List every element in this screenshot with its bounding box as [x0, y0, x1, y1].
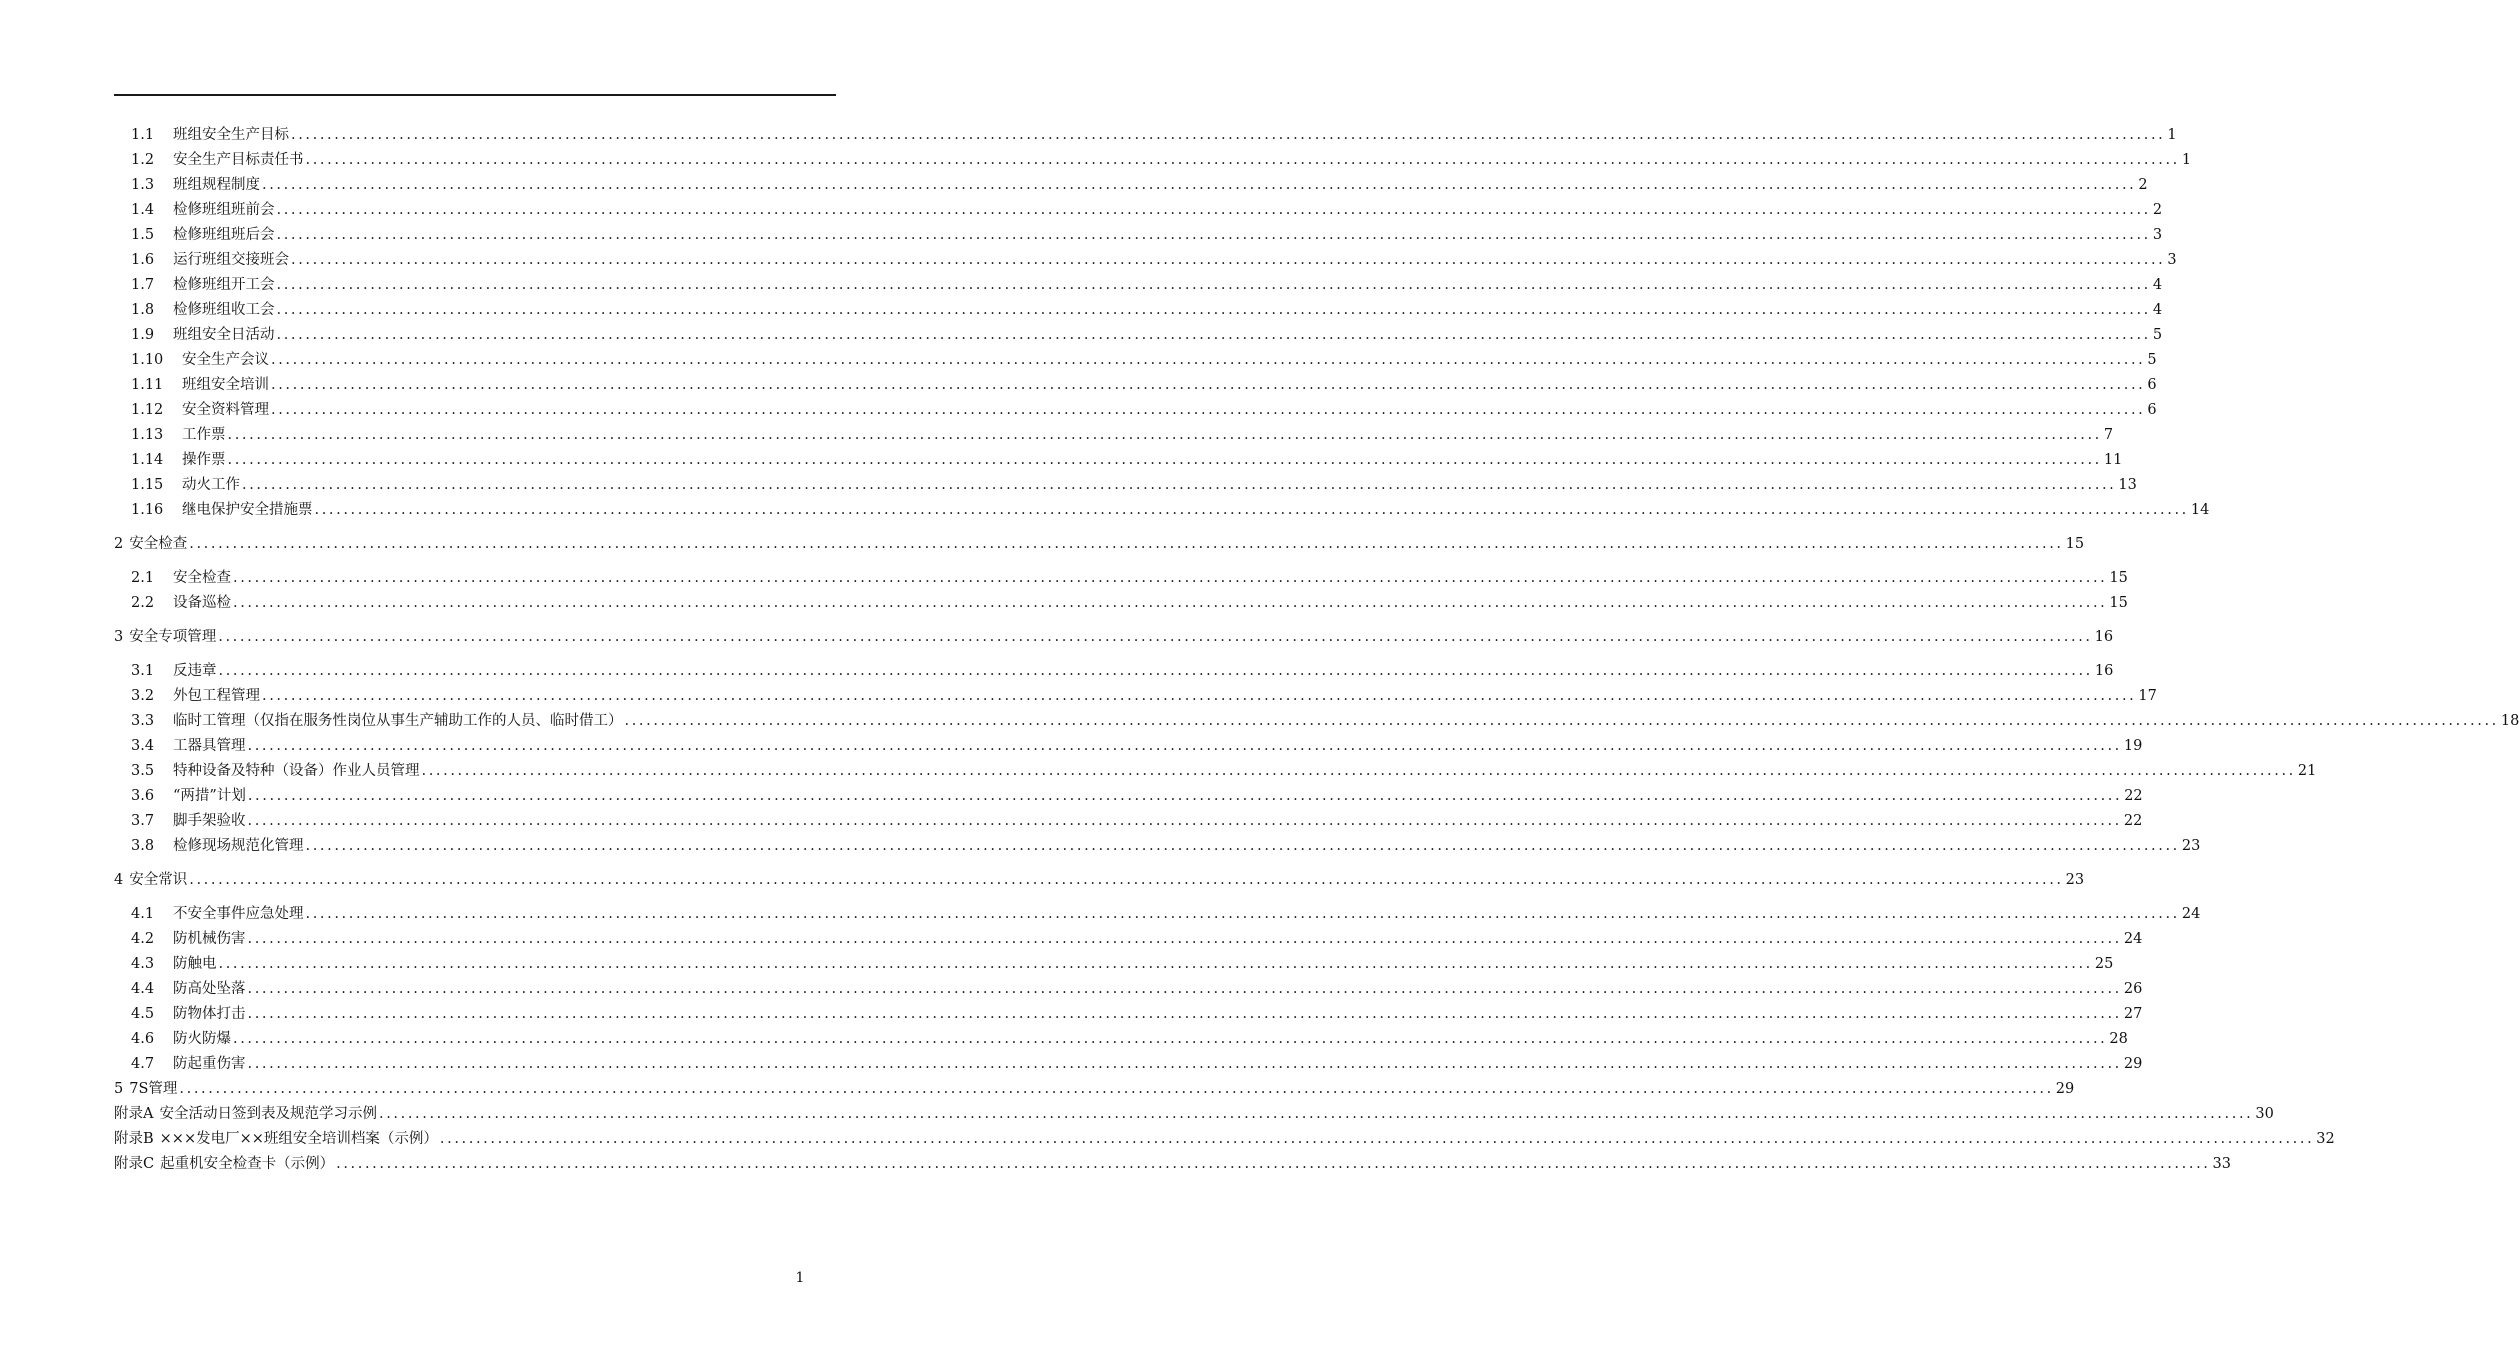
toc-entry-title: 防物体打击 [173, 1006, 246, 1022]
toc-entry-page: 6 [2147, 402, 2157, 418]
toc-entry-number: 1.11 [131, 377, 164, 393]
toc-dot-leader: .................................................................................................................................................................................................................................................................... [247, 981, 2122, 997]
toc-entry-title: ×××发电厂××班组安全培训档案（示例） [159, 1131, 438, 1147]
toc-entry-number: 3.3 [131, 713, 155, 729]
toc-dot-leader: .................................................................................................................................................................................................................................................................... [276, 277, 2151, 293]
toc-dot-leader: .................................................................................................................................................................................................................................................................... [247, 788, 2123, 804]
toc-entry-page: 5 [2147, 352, 2157, 368]
toc-entry-title: 检修班组班后会 [173, 227, 275, 243]
toc-entry[interactable] [131, 299, 2163, 321]
toc-entry-number: 4.2 [131, 931, 155, 947]
toc-entry-number: 1.4 [131, 202, 155, 218]
toc-dot-leader: .................................................................................................................................................................................................................................................................... [233, 1031, 2108, 1047]
toc-entry-page: 16 [2094, 629, 2114, 645]
toc-entry-number: 4 [114, 872, 124, 888]
toc-entry-title: 防机械伤害 [173, 931, 246, 947]
toc-entry-number: 3.4 [131, 738, 155, 754]
toc-entry-title: “两措”计划 [173, 788, 246, 804]
toc-entry-title: 防触电 [173, 956, 217, 972]
toc-dot-leader: .................................................................................................................................................................................................................................................................... [314, 502, 2189, 518]
toc-entry-number: 4.7 [131, 1056, 155, 1072]
toc-entry-number: 2.1 [131, 570, 155, 586]
toc-dot-leader: .................................................................................................................................................................................................................................................................... [233, 595, 2108, 611]
toc-entry[interactable] [131, 224, 2163, 246]
toc-entry-title: 继电保护安全措施票 [182, 502, 313, 518]
toc-entry-title: 班组安全日活动 [173, 327, 275, 343]
toc-dot-leader: .................................................................................................................................................................................................................................................................... [291, 127, 2166, 143]
toc-dot-leader: .................................................................................................................................................................................................................................................................... [218, 629, 2093, 645]
toc-entry[interactable] [131, 978, 2143, 1000]
toc-entry[interactable] [131, 928, 2143, 950]
toc-dot-leader: .................................................................................................................................................................................................................................................................... [262, 177, 2137, 193]
toc-entry[interactable] [131, 660, 2114, 682]
toc-entry-page: 22 [2123, 813, 2143, 829]
toc-dot-leader: .................................................................................................................................................................................................................................................................... [247, 931, 2122, 947]
toc-dot-leader: .................................................................................................................................................................................................................................................................... [242, 477, 2117, 493]
toc-entry-page: 3 [2152, 227, 2163, 243]
toc-entry-page: 33 [2212, 1156, 2231, 1172]
toc-entry-title: 安全生产会议 [182, 352, 269, 368]
toc-entry-page: 23 [2181, 838, 2201, 854]
toc-entry-page: 18 [2500, 713, 2519, 729]
toc-entry-page: 17 [2138, 688, 2157, 704]
toc-dot-leader: .................................................................................................................................................................................................................................................................... [227, 427, 2102, 443]
toc-entry[interactable] [131, 174, 2148, 196]
toc-entry-page: 32 [2316, 1131, 2335, 1147]
toc-entry-title: 反违章 [173, 663, 217, 679]
toc-entry-title: 外包工程管理 [173, 688, 260, 704]
toc-dot-leader: .................................................................................................................................................................................................................................................................... [305, 838, 2180, 854]
toc-entry-title: 安全检查 [129, 536, 188, 552]
toc-entry-title: 工器具管理 [173, 738, 246, 754]
toc-dot-leader: .................................................................................................................................................................................................................................................................... [247, 1056, 2122, 1072]
toc-entry[interactable] [131, 835, 2201, 857]
toc-entry-number: 3.5 [131, 763, 155, 779]
toc-entry[interactable] [131, 1028, 2128, 1050]
toc-entry[interactable] [131, 349, 2157, 371]
toc-entry-number: 1.13 [131, 427, 164, 443]
toc-entry-number: 3 [114, 629, 124, 645]
toc-entry[interactable] [114, 626, 2114, 648]
toc-entry-page: 24 [2123, 931, 2143, 947]
header-rule [114, 94, 836, 96]
toc-entry-title: 防起重伤害 [173, 1056, 246, 1072]
toc-entry-title: 安全活动日签到表及规范学习示例 [159, 1106, 377, 1122]
toc-entry-title: 检修现场规范化管理 [173, 838, 304, 854]
toc-entry[interactable] [114, 1153, 2231, 1175]
toc-entry-page: 5 [2152, 327, 2163, 343]
toc-entry-number: 1.3 [131, 177, 155, 193]
toc-dot-leader: .................................................................................................................................................................................................................................................................... [336, 1156, 2211, 1172]
toc-entry-page: 15 [2109, 595, 2128, 611]
toc-entry-page: 15 [2109, 570, 2128, 586]
toc-entry[interactable] [131, 685, 2157, 707]
toc-dot-leader: .................................................................................................................................................................................................................................................................... [271, 352, 2146, 368]
toc-dot-leader: .................................................................................................................................................................................................................................................................... [179, 1081, 2054, 1097]
toc-dot-leader: .................................................................................................................................................................................................................................................................... [218, 663, 2093, 679]
toc-entry-number: 2 [114, 536, 124, 552]
toc-entry-title: 动火工作 [182, 477, 240, 493]
toc-entry-title: 脚手架验收 [173, 813, 246, 829]
toc-entry-number: 1.5 [131, 227, 155, 243]
toc-entry-number: 附录B [114, 1131, 154, 1147]
toc-dot-leader: .................................................................................................................................................................................................................................................................... [233, 570, 2108, 586]
toc-entry-title: 防火防爆 [173, 1031, 231, 1047]
toc-dot-leader: .................................................................................................................................................................................................................................................................... [305, 152, 2180, 168]
toc-entry[interactable] [131, 149, 2192, 171]
toc-entry-title: 检修班组开工会 [173, 277, 275, 293]
toc-entry[interactable] [131, 474, 2137, 496]
toc-entry-page: 25 [2094, 956, 2114, 972]
toc-entry-page: 29 [2123, 1056, 2143, 1072]
toc-entry[interactable] [131, 785, 2143, 807]
toc-entry-number: 5 [114, 1081, 124, 1097]
toc-entry-page: 13 [2118, 477, 2137, 493]
toc-entry[interactable] [131, 903, 2201, 925]
toc-entry-page: 28 [2109, 1031, 2128, 1047]
toc-entry-page: 2 [2152, 202, 2163, 218]
toc-entry[interactable] [131, 424, 2114, 446]
toc-entry-page: 30 [2255, 1106, 2274, 1122]
toc-entry-title: 检修班组收工会 [173, 302, 275, 318]
toc-entry-number: 1.15 [131, 477, 164, 493]
toc-entry[interactable] [114, 1078, 2075, 1100]
toc-entry-page: 6 [2147, 377, 2157, 393]
toc-dot-leader: .................................................................................................................................................................................................................................................................... [218, 956, 2093, 972]
toc-entry-page: 15 [2065, 536, 2085, 552]
toc-entry-number: 1.10 [131, 352, 164, 368]
toc-entry-number: 3.7 [131, 813, 155, 829]
toc-entry[interactable] [131, 1053, 2143, 1075]
toc-entry-page: 26 [2123, 981, 2143, 997]
toc-entry-number: 3.6 [131, 788, 155, 804]
toc-dot-leader: .................................................................................................................................................................................................................................................................... [276, 327, 2151, 343]
toc-entry[interactable] [114, 533, 2085, 555]
toc-entry-page: 23 [2065, 872, 2085, 888]
toc-dot-leader: .................................................................................................................................................................................................................................................................... [247, 813, 2122, 829]
toc-dot-leader: .................................................................................................................................................................................................................................................................... [439, 1131, 2315, 1147]
toc-entry[interactable] [131, 1003, 2143, 1025]
toc-entry-page: 2 [2138, 177, 2148, 193]
toc-entry-number: 3.8 [131, 838, 155, 854]
toc-entry-number: 1.6 [131, 252, 155, 268]
toc-entry[interactable] [131, 567, 2128, 589]
toc-entry-page: 11 [2103, 452, 2123, 468]
toc-dot-leader: .................................................................................................................................................................................................................................................................... [262, 688, 2137, 704]
toc-entry[interactable] [131, 735, 2143, 757]
toc-entry-title: 工作票 [182, 427, 226, 443]
toc-entry-number: 1.16 [131, 502, 164, 518]
toc-entry-number: 1.8 [131, 302, 155, 318]
toc-entry[interactable] [131, 199, 2163, 221]
toc-dot-leader: .................................................................................................................................................................................................................................................................... [247, 1006, 2122, 1022]
toc-dot-leader: .................................................................................................................................................................................................................................................................... [227, 452, 2102, 468]
toc-entry-page: 1 [2181, 152, 2192, 168]
toc-entry-title: 安全生产目标责任书 [173, 152, 304, 168]
toc-entry[interactable] [131, 399, 2157, 421]
toc-entry-number: 1.2 [131, 152, 155, 168]
toc-entry[interactable] [114, 1103, 2274, 1125]
toc-dot-leader: .................................................................................................................................................................................................................................................................... [421, 763, 2296, 779]
toc-dot-leader: .................................................................................................................................................................................................................................................................... [276, 227, 2151, 243]
toc-entry-page: 4 [2152, 277, 2163, 293]
toc-entry-title: 班组安全生产目标 [173, 127, 289, 143]
toc-entry-number: 1.7 [131, 277, 155, 293]
toc-entry-page: 7 [2103, 427, 2114, 443]
toc-entry-title: 安全专项管理 [129, 629, 217, 645]
toc-entry-number: 3.1 [131, 663, 155, 679]
toc-dot-leader: .................................................................................................................................................................................................................................................................... [276, 202, 2151, 218]
toc-entry[interactable] [131, 499, 2210, 521]
toc-entry-title: 检修班组班前会 [173, 202, 275, 218]
toc-dot-leader: .................................................................................................................................................................................................................................................................... [247, 738, 2122, 754]
toc-entry-page: 22 [2124, 788, 2143, 804]
toc-entry-page: 19 [2123, 738, 2143, 754]
toc-dot-leader: .................................................................................................................................................................................................................................................................... [189, 872, 2064, 888]
toc-entry-title: 班组规程制度 [173, 177, 260, 193]
toc-entry[interactable] [131, 124, 2177, 146]
toc-entry-number: 1.1 [131, 127, 155, 143]
toc-entry-title: 特种设备及特种（设备）作业人员管理 [173, 763, 420, 779]
toc-entry-title: 运行班组交接班会 [173, 252, 289, 268]
toc-dot-leader: .................................................................................................................................................................................................................................................................... [189, 536, 2064, 552]
toc-entry-title: 防高处坠落 [173, 981, 246, 997]
toc-entry-number: 1.14 [131, 452, 164, 468]
toc-entry[interactable] [114, 1128, 2335, 1150]
toc-entry-title: 临时工管理（仅指在服务性岗位从事生产辅助工作的人员、临时借工） [173, 713, 623, 729]
toc-entry-page: 29 [2055, 1081, 2075, 1097]
toc-entry-page: 3 [2167, 252, 2177, 268]
toc-entry-title: 安全资料管理 [182, 402, 269, 418]
toc-entry-title: 7S管理 [129, 1081, 178, 1097]
toc-entry[interactable] [131, 760, 2317, 782]
toc-entry-number: 附录A [114, 1106, 154, 1122]
toc-entry[interactable] [131, 324, 2163, 346]
toc-entry[interactable] [131, 274, 2163, 296]
toc-entry-number: 3.2 [131, 688, 155, 704]
toc-entry[interactable] [131, 249, 2177, 271]
toc-entry-title: 起重机安全检查卡（示例） [160, 1156, 335, 1172]
toc-dot-leader: .................................................................................................................................................................................................................................................................... [271, 377, 2146, 393]
toc-entry-title: 班组安全培训 [182, 377, 269, 393]
toc-entry-page: 24 [2181, 906, 2201, 922]
toc-entry-page: 14 [2190, 502, 2210, 518]
page-number: 1 [795, 1270, 805, 1286]
toc-entry-page: 27 [2123, 1006, 2143, 1022]
toc-dot-leader: .................................................................................................................................................................................................................................................................... [276, 302, 2151, 318]
toc-dot-leader: .................................................................................................................................................................................................................................................................... [271, 402, 2146, 418]
toc-entry[interactable] [131, 953, 2114, 975]
toc-entry-number: 2.2 [131, 595, 155, 611]
toc-entry[interactable] [131, 449, 2123, 471]
toc-entry[interactable] [131, 710, 2519, 732]
toc-entry[interactable] [131, 810, 2143, 832]
toc-entry[interactable] [114, 869, 2085, 891]
toc-entry-title: 不安全事件应急处理 [173, 906, 304, 922]
toc-entry-number: 4.4 [131, 981, 155, 997]
toc-entry[interactable] [131, 374, 2157, 396]
toc-entry-number: 1.9 [131, 327, 155, 343]
toc-entry-title: 安全检查 [173, 570, 231, 586]
toc-entry[interactable] [131, 592, 2128, 614]
toc-entry-page: 16 [2094, 663, 2114, 679]
toc-entry-page: 21 [2297, 763, 2317, 779]
toc-entry-number: 4.3 [131, 956, 155, 972]
toc-entry-number: 1.12 [131, 402, 164, 418]
toc-entry-title: 设备巡检 [173, 595, 231, 611]
toc-entry-number: 4.5 [131, 1006, 155, 1022]
toc-dot-leader: .................................................................................................................................................................................................................................................................... [624, 713, 2499, 729]
toc-dot-leader: .................................................................................................................................................................................................................................................................... [305, 906, 2180, 922]
toc-entry-page: 4 [2152, 302, 2163, 318]
toc-entry-title: 操作票 [182, 452, 226, 468]
toc-entry-page: 1 [2167, 127, 2177, 143]
toc-entry-number: 4.1 [131, 906, 155, 922]
toc-dot-leader: .................................................................................................................................................................................................................................................................... [291, 252, 2166, 268]
toc-entry-title: 安全常识 [129, 872, 188, 888]
toc-entry-number: 附录C [114, 1156, 155, 1172]
toc-entry-number: 4.6 [131, 1031, 155, 1047]
toc-dot-leader: .................................................................................................................................................................................................................................................................... [378, 1106, 2254, 1122]
